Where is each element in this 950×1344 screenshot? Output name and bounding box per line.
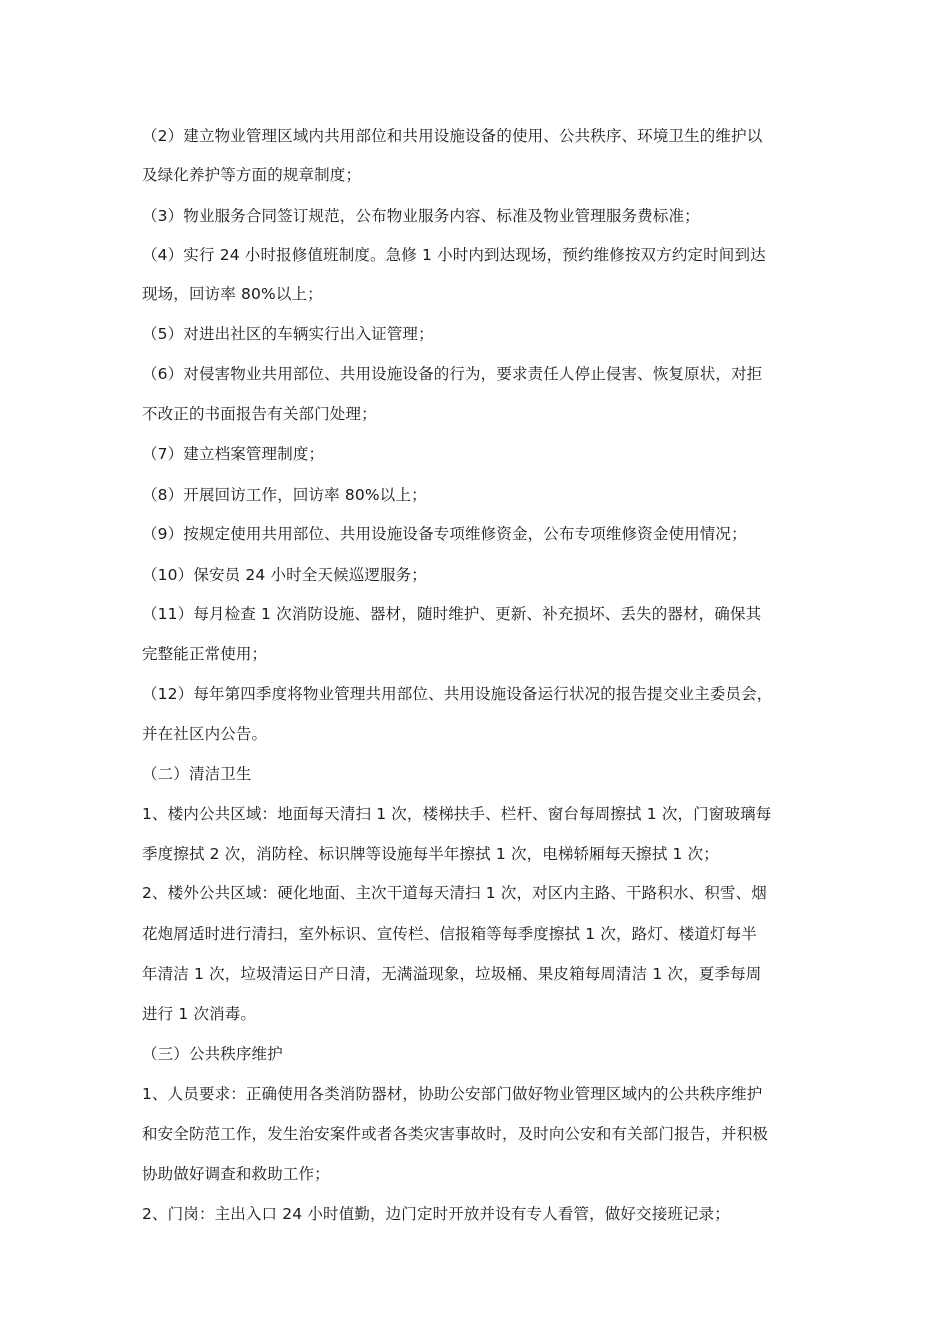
text-line: 现场，回访率 80%以上；: [142, 285, 323, 303]
text-line: 花炮屑适时进行清扫，室外标识、宣传栏、信报箱等每季度擦拭 1 次，路灯、楼道灯每半: [142, 925, 757, 943]
text-line: （2）建立物业管理区域内共用部位和共用设施设备的使用、公共秩序、环境卫生的维护以: [142, 127, 763, 145]
text-line: 完整能正常使用；: [142, 645, 268, 663]
text-line: 年清洁 1 次，垃圾清运日产日清，无满溢现象，垃圾桶、果皮箱每周清洁 1 次，夏季每周: [142, 965, 762, 983]
text-line: 2、门岗：主出入口 24 小时值勤，边门定时开放并设有专人看管，做好交接班记录；: [142, 1205, 730, 1223]
text-line: 进行 1 次消毒。: [142, 1005, 257, 1023]
text-line: （8）开展回访工作，回访率 80%以上；: [142, 486, 427, 504]
text-line: 1、楼内公共区域：地面每天清扫 1 次，楼梯扶手、栏杆、窗台每周擦拭 1 次，门窗玻璃每: [142, 805, 772, 823]
section-heading: （三）公共秩序维护: [142, 1045, 283, 1063]
text-line: 季度擦拭 2 次，消防栓、标识牌等设施每半年擦拭 1 次，电梯轿厢每天擦拭 1 次；: [142, 845, 719, 863]
text-line: 不改正的书面报告有关部门处理；: [142, 405, 377, 423]
section-heading: （二）清洁卫生: [142, 765, 252, 783]
text-line: （3）物业服务合同签订规范，公布物业服务内容、标准及物业管理服务费标准；: [142, 207, 700, 225]
text-line: （7）建立档案管理制度；: [142, 445, 325, 463]
text-line: 及绿化养护等方面的规章制度；: [142, 166, 362, 184]
text-line: 和安全防范工作，发生治安案件或者各类灾害事故时，及时向公安和有关部门报告，并积极: [142, 1125, 769, 1143]
text-line: 协助做好调查和救助工作；: [142, 1165, 330, 1183]
text-line: （6）对侵害物业共用部位、共用设施设备的行为，要求责任人停止侵害、恢复原状，对拒: [142, 365, 763, 383]
text-line: （5）对进出社区的车辆实行出入证管理；: [142, 325, 434, 343]
text-line: 1、人员要求：正确使用各类消防器材，协助公安部门做好物业管理区域内的公共秩序维护: [142, 1085, 763, 1103]
text-line: 2、楼外公共区域：硬化地面、主次干道每天清扫 1 次，对区内主路、干路积水、积雪、烟: [142, 884, 767, 902]
text-line: （4）实行 24 小时报修值班制度。急修 1 小时内到达现场，预约维修按双方约定时间到达: [142, 246, 766, 264]
text-line: （12）每年第四季度将物业管理共用部位、共用设施设备运行状况的报告提交业主委员会，: [142, 685, 773, 703]
text-line: 并在社区内公告。: [142, 725, 268, 743]
text-line: （11）每月检查 1 次消防设施、器材，随时维护、更新、补充损坏、丢失的器材，确保其: [142, 605, 762, 623]
text-line: （10）保安员 24 小时全天候巡逻服务；: [142, 566, 427, 584]
text-line: （9）按规定使用共用部位、共用设施设备专项维修资金，公布专项维修资金使用情况；: [142, 525, 747, 543]
